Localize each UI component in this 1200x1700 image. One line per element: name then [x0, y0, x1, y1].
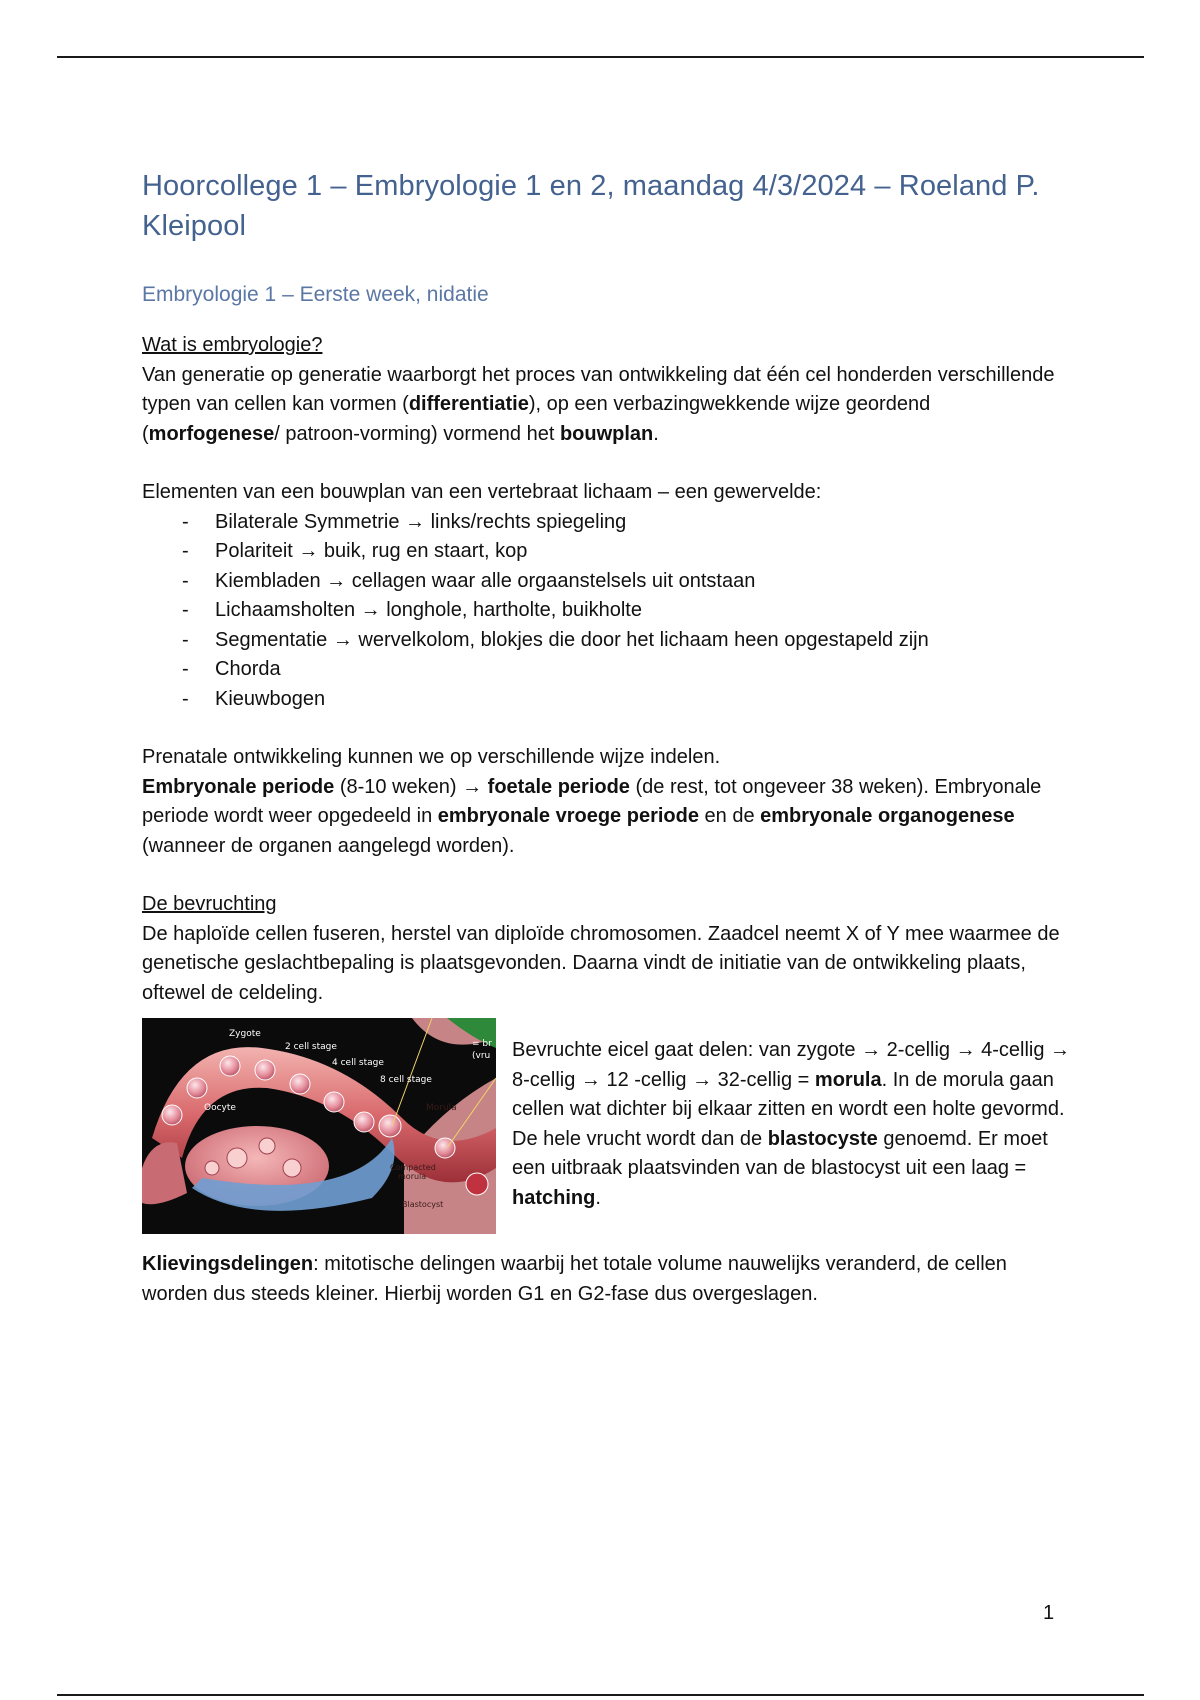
term-blastocyste: blastocyste [767, 1127, 878, 1150]
term-organogenese: embryonale organogenese [760, 805, 1015, 827]
label-corner-2: (vru [472, 1051, 491, 1061]
label-compacted-morula: morula [398, 1172, 427, 1181]
document-title: Hoorcollege 1 – Embryologie 1 en 2, maandag 4/3/2024 – Roeland P. Kleipool [142, 170, 1040, 242]
bouwplan-list [142, 508, 1062, 715]
section-heading-fertilization: De bevruchting [142, 893, 277, 915]
list-item: - Polariteit → buik, rug en staart, kop [182, 540, 528, 562]
label-zygote: Zygote [229, 1029, 261, 1039]
label-4-cell: 4 cell stage [332, 1058, 384, 1068]
term-embryonale-periode: Embryonale periode [142, 775, 335, 798]
header-rule [57, 56, 1144, 58]
term-morula: morula [814, 1068, 882, 1091]
footer-rule [57, 1694, 1144, 1696]
label-morula: Morula [426, 1103, 457, 1113]
term-differentiatie: differentiatie [408, 393, 529, 415]
paragraph-periods: Embryonale periode (8-10 weken) → foetale periode (de rest, tot ongeveer 38 weken). Embryonale periode wordt weer opgedeeld in embryonale vroege periode en de embryonale organogenese (wanneer de organen aangelegd worden). [142, 775, 1042, 857]
document-subtitle: Embryologie 1 – Eerste week, nidatie [142, 283, 489, 306]
section-what-is-embryology [142, 331, 1062, 861]
label-corner-1: = br [472, 1039, 492, 1049]
list-item: - Bilaterale Symmetrie → links/rechts spiegeling [182, 510, 627, 533]
section-heading-embryology: Wat is embryologie? [142, 334, 323, 356]
term-hatching: hatching [512, 1186, 596, 1209]
list-item: - Segmentatie → wervelkolom, blokjes die door het lichaam heen opgestapeld zijn [182, 628, 929, 651]
list-item: - Kieuwbogen [182, 687, 326, 710]
paragraph-cleavage-stages: Bevruchte eicel gaat delen: van zygote → 2-cellig → 4-cellig → 8-cellig → 12 -cellig → 32-cellig = morula. In de morula gaan cellen wat dichter bij elkaar zitten en wordt een holte gevormd. De hele vrucht wordt dan de blastocyste genoemd. Er moet een uitbraak plaatsvinden van de blastocyst uit een laag = hatching. [512, 1039, 1071, 1209]
term-bouwplan: bouwplan [559, 422, 654, 445]
label-blastocyst: Blastocyst [402, 1200, 444, 1209]
paragraph-fertilization: De haploïde cellen fuseren, herstel van diploïde chromosomen. Zaadcel neemt X of Y mee waarmee de genetische geslachtbepaling is plaatsgevonden. Daarna vindt de initiatie van de ontwikkeling plaats, oftewel de celdeling. [142, 922, 1060, 1004]
embryo-development-illustration [142, 1018, 496, 1234]
list-item: - Kiembladen → cellagen waar alle orgaanstelsels uit ontstaan [182, 569, 756, 592]
document-page [142, 166, 1071, 1309]
term-vroege-periode: embryonale vroege periode [437, 805, 699, 827]
figure-row [142, 1018, 1071, 1236]
label-2-cell: 2 cell stage [285, 1042, 337, 1052]
page-number: 1 [1043, 1602, 1055, 1624]
paragraph-klievingsdelingen: Klievingsdelingen: mitotische delingen waarbij het totale volume nauwelijks veranderd, de cellen worden dus steeds kleiner. Hierbij worden G1 en G2-fase dus overgeslagen. [142, 1253, 1007, 1305]
label-compacted: Compacted [390, 1163, 436, 1172]
term-foetale-periode: foetale periode [487, 775, 630, 798]
paragraph-prenatal: Prenatale ontwikkeling kunnen we op verschillende wijze indelen. [142, 746, 721, 768]
label-8-cell: 8 cell stage [380, 1075, 432, 1085]
list-intro: Elementen van een bouwplan van een vertebraat lichaam – een gewervelde: [142, 481, 822, 503]
list-item: - Lichaamsholten → longhole, hartholte, buikholte [182, 599, 642, 621]
label-oocyte: Oocyte [204, 1103, 236, 1113]
term-morfogenese: morfogenese [148, 422, 275, 445]
section-fertilization [142, 890, 1071, 1309]
list-item: - Chorda [182, 658, 281, 680]
term-klievingsdelingen: Klievingsdelingen [142, 1253, 314, 1275]
paragraph-definition: Van generatie op generatie waarborgt het proces van ontwikkeling dat één cel honderden verschillende typen van cellen kan vormen (differentiatie), op een verbazingwekkende wijze geordend (morfogenese/ patroon-vorming) vormend het bouwplan. [142, 363, 1055, 445]
